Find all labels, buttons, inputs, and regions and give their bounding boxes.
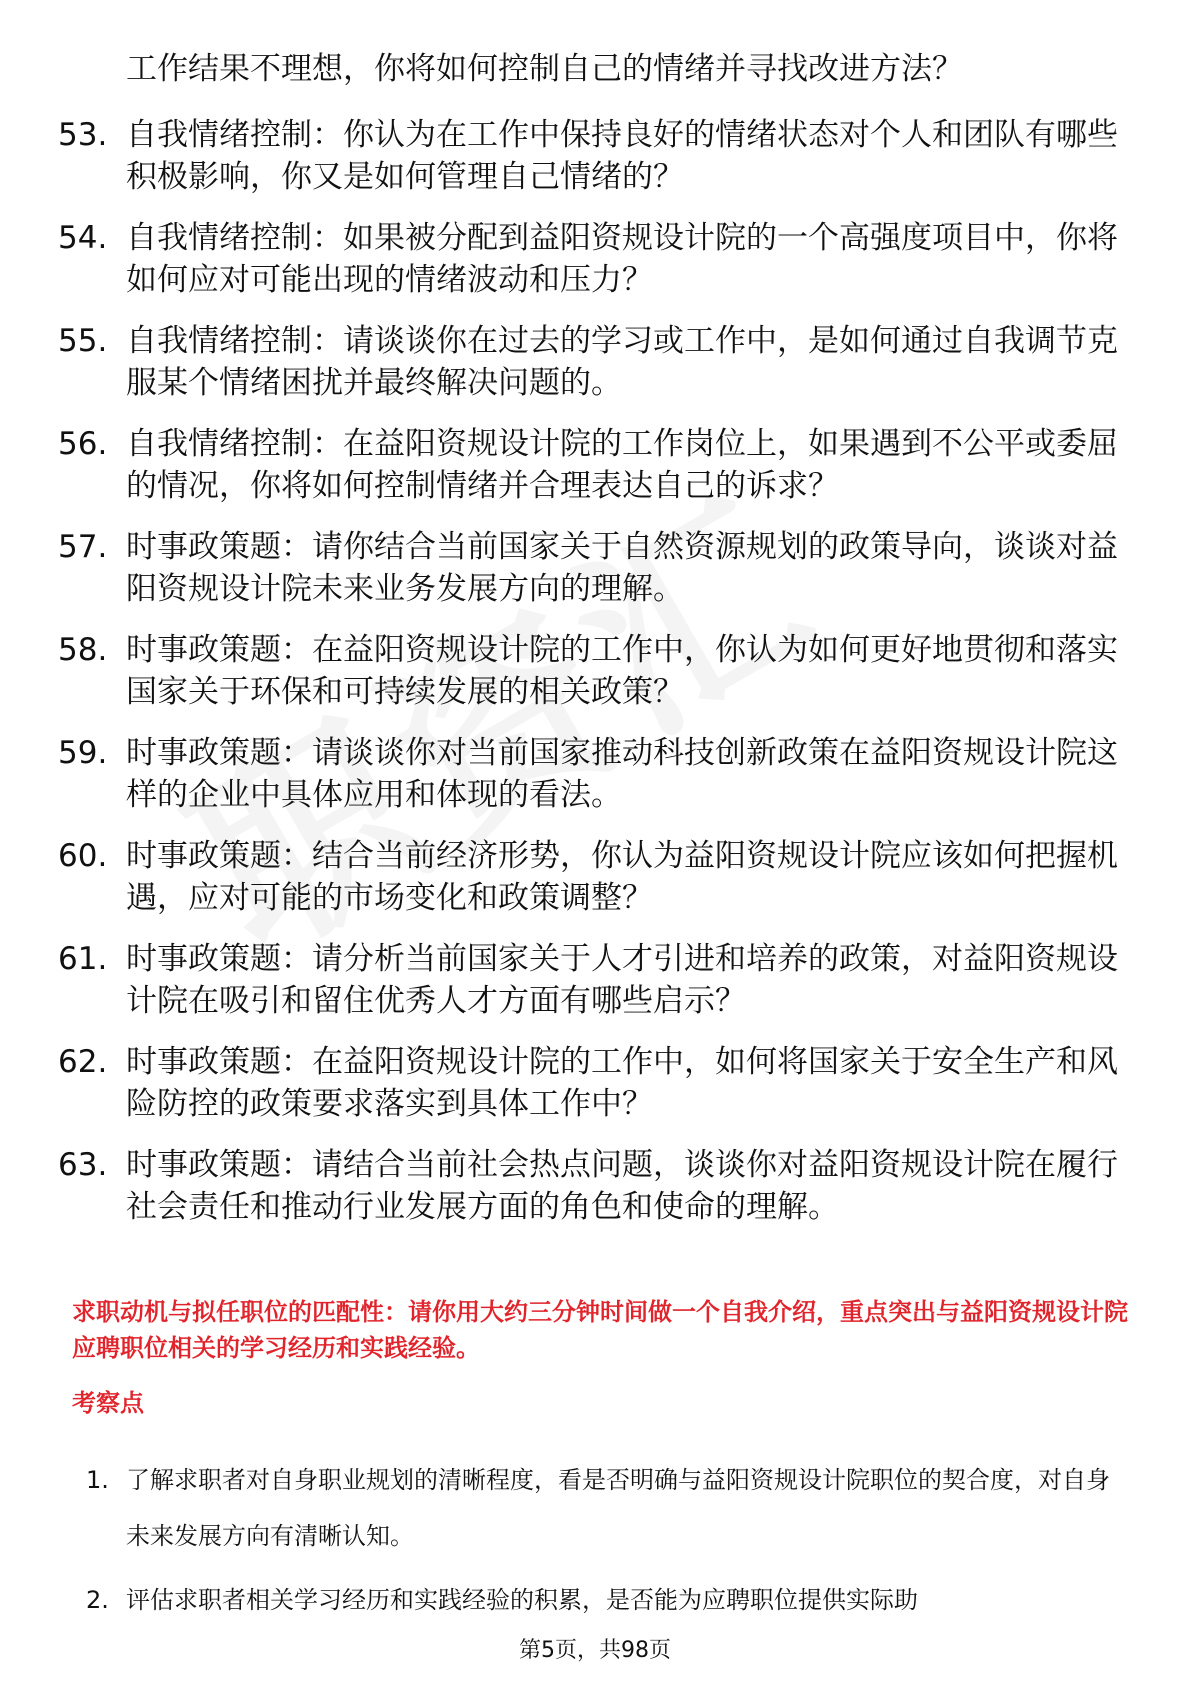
question-number: 53. bbox=[58, 117, 108, 153]
points-list bbox=[86, 1452, 1126, 1636]
section-heading: 求职动机与拟任职位的匹配性：请你用大约三分钟时间做一个自我介绍，重点突出与益阳资规设计院应聘职位相关的学习经历和实践经验。 bbox=[72, 1298, 1128, 1362]
point-number: 1. bbox=[86, 1466, 109, 1494]
question-text: 时事政策题：请分析当前国家关于人才引进和培养的政策，对益阳资规设计院在吸引和留住优秀人才方面有哪些启示？ bbox=[126, 941, 1118, 1019]
points-title: 考察点 bbox=[72, 1389, 144, 1417]
point-number: 2. bbox=[86, 1586, 109, 1614]
question-number: 63. bbox=[58, 1147, 108, 1183]
question-item bbox=[58, 114, 1118, 198]
question-item bbox=[58, 732, 1118, 816]
question-item bbox=[58, 1144, 1118, 1228]
question-number: 54. bbox=[58, 220, 108, 256]
question-text: 自我情绪控制：请谈谈你在过去的学习或工作中，是如何通过自我调节克服某个情绪困扰并最终解决问题的。 bbox=[126, 323, 1118, 401]
question-text: 时事政策题：结合当前经济形势，你认为益阳资规设计院应该如何把握机遇，应对可能的市场变化和政策调整？ bbox=[126, 838, 1118, 916]
question-list bbox=[58, 114, 1118, 1247]
question-text: 自我情绪控制：你认为在工作中保持良好的情绪状态对个人和团队有哪些积极影响，你又是如何管理自己情绪的？ bbox=[126, 117, 1118, 195]
question-text: 时事政策题：请谈谈你对当前国家推动科技创新政策在益阳资规设计院这样的企业中具体应用和体现的看法。 bbox=[126, 735, 1118, 813]
question-text: 时事政策题：请你结合当前国家关于自然资源规划的政策导向，谈谈对益阳资规设计院未来业务发展方向的理解。 bbox=[126, 529, 1118, 607]
question-number: 62. bbox=[58, 1044, 108, 1080]
question-number: 57. bbox=[58, 529, 108, 565]
question-number: 56. bbox=[58, 426, 108, 462]
question-number: 55. bbox=[58, 323, 108, 359]
question-number: 58. bbox=[58, 632, 108, 668]
question-number: 61. bbox=[58, 941, 108, 977]
question-item bbox=[58, 217, 1118, 301]
question-item bbox=[58, 423, 1118, 507]
question-item bbox=[58, 629, 1118, 713]
point-text: 评估求职者相关学习经历和实践经验的积累，是否能为应聘职位提供实际助 bbox=[126, 1586, 918, 1614]
question-text: 自我情绪控制：在益阳资规设计院的工作岗位上，如果遇到不公平或委屈的情况，你将如何控制情绪并合理表达自己的诉求？ bbox=[126, 426, 1118, 504]
point-item bbox=[86, 1572, 1126, 1628]
question-text: 时事政策题：在益阳资规设计院的工作中，如何将国家关于安全生产和风险防控的政策要求落实到具体工作中？ bbox=[126, 1044, 1118, 1122]
question-item bbox=[58, 835, 1118, 919]
question-number: 60. bbox=[58, 838, 108, 874]
question-number: 59. bbox=[58, 735, 108, 771]
point-text: 了解求职者对自身职业规划的清晰程度，看是否明确与益阳资规设计院职位的契合度，对自身未来发展方向有清晰认知。 bbox=[126, 1466, 1110, 1550]
page-footer: 第5页，共98页 bbox=[519, 1638, 671, 1663]
point-item bbox=[86, 1452, 1126, 1564]
question-item bbox=[58, 526, 1118, 610]
question-continuation: 工作结果不理想，你将如何控制自己的情绪并寻找改进方法？ bbox=[126, 51, 963, 87]
question-item bbox=[58, 1041, 1118, 1125]
question-item bbox=[58, 938, 1118, 1022]
question-item bbox=[58, 320, 1118, 404]
question-text: 时事政策题：在益阳资规设计院的工作中，你认为如何更好地贯彻和落实国家关于环保和可持续发展的相关政策？ bbox=[126, 632, 1118, 710]
question-text: 时事政策题：请结合当前社会热点问题，谈谈你对益阳资规设计院在履行社会责任和推动行业发展方面的角色和使命的理解。 bbox=[126, 1147, 1118, 1225]
question-text: 自我情绪控制：如果被分配到益阳资规设计院的一个高强度项目中，你将如何应对可能出现的情绪波动和压力？ bbox=[126, 220, 1118, 298]
